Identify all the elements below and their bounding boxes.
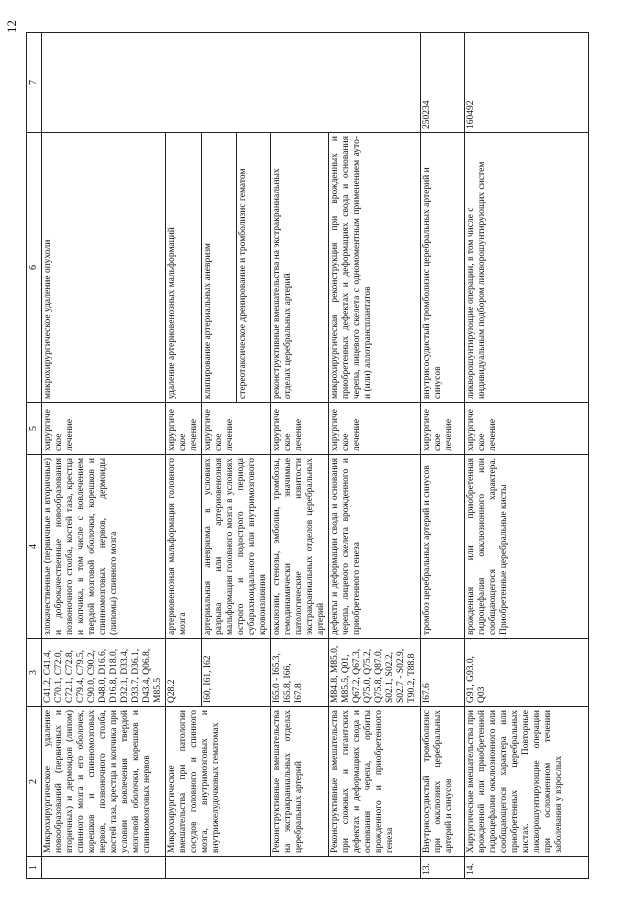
intervention-name: Хирургические вмешательства при врожденной или приобретенной гидроцефалии окклюзионного или сообщающегося характера или приобретенных церебральных кистах. Повторные ликворошунтирующие операции при осложненном течении заболевания у взрослых	[465, 707, 589, 857]
treatment-method: реконструктивные вмешательства на экстракраниальных отделах церебральных артерий	[271, 133, 329, 403]
header-cell: 4	[27, 455, 42, 639]
intervention-name: Микрохирургические вмешательства при патологии сосудов головного и спинного мозга, внутримозговых и внутрижелудочковых гематомах	[166, 707, 271, 857]
intervention-name: Реконструктивные вмешательства на экстракраниальных отделах церебральных артерий	[271, 707, 329, 857]
page-number: 12	[4, 20, 19, 33]
patient-model: окклюзии, стенозы, эмболии, тромбозы, гемодинамически значимые патологические извитости экстракраниальных отделов церебральных артерий	[271, 455, 329, 639]
row-number	[42, 857, 166, 879]
patient-model: тромбоз церебральных артерий и синусов	[421, 455, 465, 639]
intervention-name: Внутрисосудистый тромболизис при окклюзиях церебральных артерий и синусов	[421, 707, 465, 857]
treatment-method: ликворошунтирующие операции, в том числе с индивидуальным подбором ликворошунтирующих систем	[465, 133, 589, 403]
icd-codes: G91, G93.0, Q03	[465, 639, 589, 707]
table-row	[421, 33, 465, 879]
treatment-type: хирургическое лечение	[166, 403, 202, 455]
header-cell: 5	[27, 403, 42, 455]
icd-codes: I65.0 - I65.3, I65.8, I66, I67.8	[271, 639, 329, 707]
table-row	[329, 33, 421, 879]
icd-codes: I60, I61, I62	[202, 639, 271, 707]
rotated-table-container	[4, 20, 616, 879]
row-number	[166, 857, 421, 879]
treatment-type: хирургическое лечение	[465, 403, 589, 455]
header-cell: 3	[27, 639, 42, 707]
intervention-name: Реконструктивные вмешательства при сложных и гигантских дефектах и деформациях свода и основания черепа, орбиты врожденного и приобретенного генеза	[329, 707, 421, 857]
treatment-method: микрохирургическое удаление опухоли	[42, 133, 166, 403]
table-row	[42, 33, 166, 879]
patient-model: злокачественные (первичные и вторичные) и доброкачественные новообразования позвоночного столба, костей таза, крестца и копчика, в том числе с вовлечением твердой мозговой оболочки, корешков и спинномозговых нервов, дермоиды (липомы) спинного мозга	[42, 455, 166, 639]
header-cell: 6	[27, 133, 42, 403]
treatment-method: стереотаксическое дренирование и тромболизис гематом	[236, 133, 271, 403]
patient-model: артериальная аневризма в условиях разрыва или артериовенозная мальформация головного мозга в условиях острого и подострого периода субарахноидального или внутримозгового кровоизлияния	[202, 455, 271, 639]
row-number: 13.	[421, 857, 465, 879]
cost-cell: 160492	[465, 33, 589, 133]
icd-codes: I67.6	[421, 639, 465, 707]
treatment-method: удаление артериовенозных мальформаций	[166, 133, 202, 403]
patient-model: врожденная или приобретенная гидроцефалия окклюзионного или сообщающегося характера. Приобретенные церебральные кисты	[465, 455, 589, 639]
icd-codes: Q28.2	[166, 639, 202, 707]
cost-cell	[42, 33, 421, 133]
table-row	[465, 33, 589, 879]
cost-cell: 250234	[421, 33, 465, 133]
header-row	[27, 33, 42, 879]
intervention-name: Микрохирургическое удаление новообразований (первичных и вторичных) и дермоидов (липом) спинного мозга и его оболочек, корешков и спинномозговых нервов, позвоночного столба, костей таза, крестца и копчика при условии вовлечения твердой мозговой оболочки, корешков и спинномозговых нервов	[42, 707, 166, 857]
header-cell: 1	[27, 857, 42, 879]
row-number: 14.	[465, 857, 589, 879]
table-row	[166, 33, 202, 879]
treatment-type: хирургическое лечение	[329, 403, 421, 455]
treatment-method: клипирование артериальных аневризм	[202, 133, 237, 403]
icd-codes: C41.2, C41.4, C70.1, C72.0, C72.1, C72.8, C79.4, C79.5, C90.0, C90.2, D48.0, D16.6, D16.8, D18.0, D32.1, D33.4, D33.7, D36.1, D43.4, Q06.8, M85.5	[42, 639, 166, 707]
treatment-type: хирургическое лечение	[421, 403, 465, 455]
table-row	[271, 33, 329, 879]
medical-care-table	[26, 32, 589, 879]
icd-codes: M84.8, M85.0, M85.5, Q01, Q67.2, Q67.3, Q75.0, Q75.2, Q75.8, Q87.0, S02.1, S02.2, S02.7 - S02.9, T90.2, T88.8	[329, 639, 421, 707]
treatment-method: микрохирургическая реконструкция при врожденных и приобретенных дефектах и деформациях свода и основания черепа, лицевого скелета с одномоментным применением ауто- и (или) аллотрансплантатов	[329, 133, 421, 403]
header-cell: 7	[27, 33, 42, 133]
treatment-type: хирургическое лечение	[202, 403, 271, 455]
header-cell: 2	[27, 707, 42, 857]
treatment-type: хирургическое лечение	[42, 403, 166, 455]
patient-model: артериовенозная мальформация головного мозга	[166, 455, 202, 639]
treatment-method: внутрисосудистый тромболизис церебральных артерий и синусов	[421, 133, 465, 403]
patient-model: дефекты и деформации свода и основания черепа, лицевого скелета врожденного и приобретенного генеза	[329, 455, 421, 639]
treatment-type: хирургическое лечение	[271, 403, 329, 455]
